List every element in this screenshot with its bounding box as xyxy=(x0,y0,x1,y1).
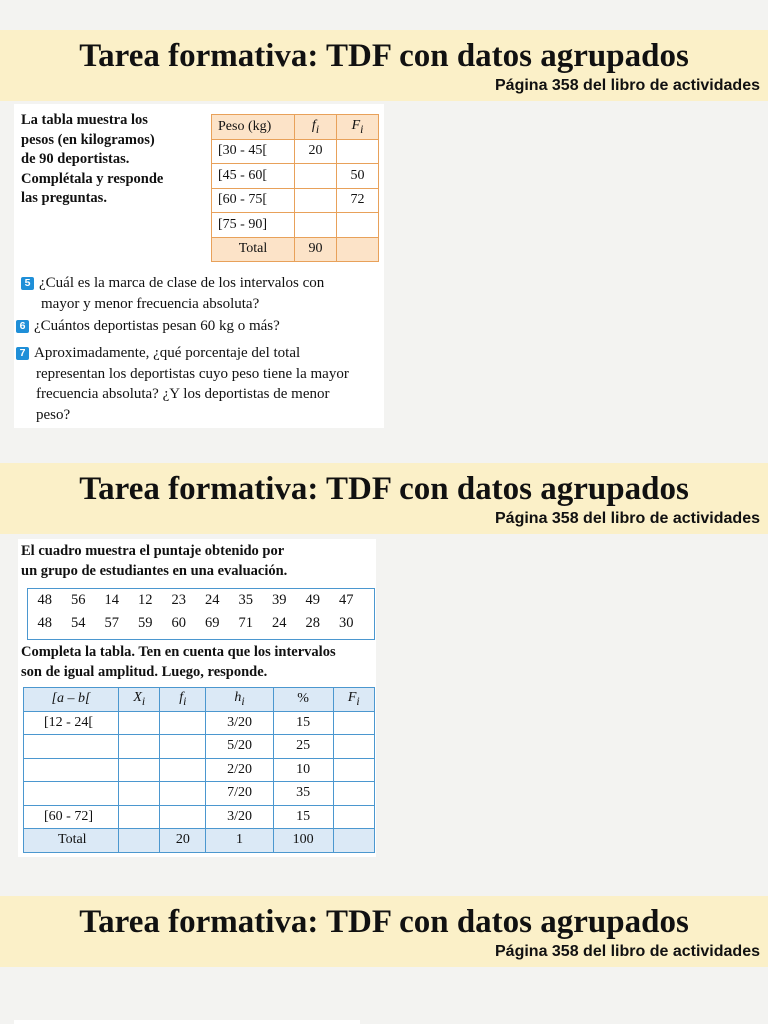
page-subtitle-2: Página 358 del libro de actividades xyxy=(495,510,760,527)
symbol: [a – b[ xyxy=(51,691,91,707)
header-hi xyxy=(206,688,274,712)
table-cell: 100 xyxy=(273,829,333,853)
score-value: 23 xyxy=(171,592,186,608)
subscript: i xyxy=(141,695,146,709)
score-value: 12 xyxy=(138,592,153,608)
table-cell xyxy=(333,711,374,735)
table-row xyxy=(212,213,379,238)
score-value: 14 xyxy=(104,592,119,608)
header-banner-2 xyxy=(0,463,768,534)
table-cell xyxy=(295,188,337,213)
question-7 xyxy=(16,343,349,425)
table-cell xyxy=(160,711,206,735)
table-cell xyxy=(295,164,337,189)
table-header-row xyxy=(212,115,379,140)
symbol: f xyxy=(311,117,316,133)
table-cell: 15 xyxy=(273,711,333,735)
score-value: 69 xyxy=(205,615,220,631)
table-cell: Total xyxy=(212,237,295,262)
exercise-card-partial xyxy=(14,1020,360,1024)
intro-line: de 90 deportistas. xyxy=(21,151,130,167)
score-value: 49 xyxy=(305,592,320,608)
score-value: 60 xyxy=(171,615,186,631)
table-cell xyxy=(295,213,337,238)
score-value: 28 xyxy=(305,615,320,631)
exercise-card-weights xyxy=(14,104,384,428)
table-cell xyxy=(337,237,379,262)
table-cell: 5/20 xyxy=(206,735,274,759)
table-row xyxy=(212,164,379,189)
table-total-row xyxy=(212,237,379,262)
question-line: ¿Cuál es la marca de clase de los intervalos con xyxy=(39,275,325,291)
scores-row xyxy=(28,589,363,612)
table-row xyxy=(212,139,379,164)
table-cell: 90 xyxy=(295,237,337,262)
table-cell xyxy=(160,735,206,759)
question-line: ¿Cuántos deportistas pesan 60 kg o más? xyxy=(34,318,280,334)
table-row xyxy=(24,711,375,735)
table-cell: [60 - 75[ xyxy=(212,188,295,213)
score-value: 35 xyxy=(238,592,253,608)
scores-row xyxy=(28,612,363,635)
page-subtitle-1: Página 358 del libro de actividades xyxy=(495,77,760,94)
table-cell: Total xyxy=(24,829,119,853)
intro-line: Complétala y responde xyxy=(21,170,164,187)
question-number-badge: 7 xyxy=(16,347,29,360)
table-cell xyxy=(333,758,374,782)
table-cell: [45 - 60[ xyxy=(212,164,295,189)
table-header-row xyxy=(24,688,375,712)
table-cell: 20 xyxy=(160,829,206,853)
score-value: 56 xyxy=(71,592,86,608)
table-cell: 2/20 xyxy=(206,758,274,782)
subscript: i xyxy=(315,122,320,136)
score-value: 48 xyxy=(37,592,52,608)
question-line: mayor y menor frecuencia absoluta? xyxy=(41,295,260,312)
table-cell: 3/20 xyxy=(206,711,274,735)
score-value: 71 xyxy=(238,615,253,631)
score-value: 24 xyxy=(205,592,220,608)
table-row xyxy=(24,782,375,806)
table-cell xyxy=(333,735,374,759)
table-cell xyxy=(24,735,119,759)
instruction-line: son de igual amplitud. Luego, responde. xyxy=(21,663,268,680)
subscript: i xyxy=(356,695,360,709)
table-row xyxy=(24,805,375,829)
instruction-line: Completa la tabla. Ten en cuenta que los intervalos xyxy=(21,644,336,660)
page-title-1: Tarea formativa: TDF con datos agrupados xyxy=(79,38,689,74)
score-value: 59 xyxy=(138,615,153,631)
table-cell: [30 - 45[ xyxy=(212,139,295,164)
symbol: F xyxy=(351,117,361,133)
table-cell xyxy=(119,711,160,735)
header-fi xyxy=(160,688,206,712)
table-cell: 3/20 xyxy=(206,805,274,829)
instruction-text xyxy=(21,643,336,682)
intro-line: pesos (en kilogramos) xyxy=(21,131,155,148)
table-cell xyxy=(337,139,379,164)
table-cell: [12 - 24[ xyxy=(24,711,119,735)
table-cell xyxy=(24,782,119,806)
weights-table xyxy=(211,114,379,262)
scores-grid xyxy=(28,589,363,635)
table-cell xyxy=(119,829,160,853)
score-value: 39 xyxy=(272,592,287,608)
table-cell xyxy=(119,805,160,829)
table-cell xyxy=(119,782,160,806)
table-cell: 10 xyxy=(273,758,333,782)
table-cell xyxy=(119,758,160,782)
subscript: i xyxy=(241,695,245,709)
scores-box xyxy=(27,588,375,640)
header-Fi xyxy=(337,115,379,140)
score-value: 47 xyxy=(339,592,354,608)
intro-line: un grupo de estudiantes en una evaluación. xyxy=(21,562,288,579)
intro-text-scores xyxy=(21,542,287,581)
table-cell xyxy=(160,758,206,782)
table-cell: 1 xyxy=(206,829,274,853)
table-cell: [60 - 72] xyxy=(24,805,119,829)
table-cell: 25 xyxy=(273,735,333,759)
exercise-card-scores xyxy=(18,539,376,857)
header-banner-1 xyxy=(0,30,768,101)
table-total-row xyxy=(24,829,375,853)
question-line: frecuencia absoluta? ¿Y los deportistas de menor xyxy=(36,386,330,402)
symbol: X xyxy=(133,690,142,706)
table-cell: 35 xyxy=(273,782,333,806)
table-cell: 7/20 xyxy=(206,782,274,806)
intro-line: La tabla muestra los xyxy=(21,112,148,128)
table-cell: 72 xyxy=(337,188,379,213)
subscript: i xyxy=(183,695,187,709)
header-peso: Peso (kg) xyxy=(212,115,295,140)
score-value: 24 xyxy=(272,615,287,631)
question-number-badge: 5 xyxy=(21,277,34,290)
page-subtitle-3: Página 358 del libro de actividades xyxy=(495,943,760,960)
table-row xyxy=(24,735,375,759)
page-title-2: Tarea formativa: TDF con datos agrupados xyxy=(79,471,689,507)
table-row xyxy=(24,758,375,782)
score-value: 30 xyxy=(339,615,354,631)
subscript: i xyxy=(360,122,364,136)
table-cell xyxy=(333,782,374,806)
question-6 xyxy=(16,316,280,337)
table-cell xyxy=(24,758,119,782)
header-percent: % xyxy=(273,688,333,712)
table-cell: 15 xyxy=(273,805,333,829)
question-line: peso? xyxy=(36,406,71,423)
intro-text-weights xyxy=(21,111,163,209)
question-number-badge: 6 xyxy=(16,320,29,333)
header-Fi xyxy=(333,688,374,712)
scores-frequency-table xyxy=(23,687,375,853)
symbol: h xyxy=(234,690,242,706)
table-cell xyxy=(333,829,374,853)
intro-line: las preguntas. xyxy=(21,190,107,206)
header-interval xyxy=(24,688,119,712)
header-Xi xyxy=(119,688,160,712)
table-cell xyxy=(333,805,374,829)
table-cell xyxy=(119,735,160,759)
table-cell xyxy=(337,213,379,238)
header-fi xyxy=(295,115,337,140)
score-value: 57 xyxy=(104,615,119,631)
question-line: Aproximadamente, ¿qué porcentaje del total xyxy=(34,345,301,361)
symbol: f xyxy=(179,690,184,706)
table-cell: 20 xyxy=(295,139,337,164)
table-cell xyxy=(160,805,206,829)
table-cell: [75 - 90] xyxy=(212,213,295,238)
symbol: F xyxy=(347,690,357,706)
table-cell: 50 xyxy=(337,164,379,189)
question-line: representan los deportistas cuyo peso tiene la mayor xyxy=(36,365,349,382)
page-title-3: Tarea formativa: TDF con datos agrupados xyxy=(79,904,689,940)
question-5 xyxy=(21,273,324,314)
intro-line: El cuadro muestra el puntaje obtenido por xyxy=(21,543,285,559)
score-value: 48 xyxy=(37,615,52,631)
table-cell xyxy=(160,782,206,806)
table-row xyxy=(212,188,379,213)
score-value: 54 xyxy=(71,615,86,631)
header-banner-3 xyxy=(0,896,768,967)
